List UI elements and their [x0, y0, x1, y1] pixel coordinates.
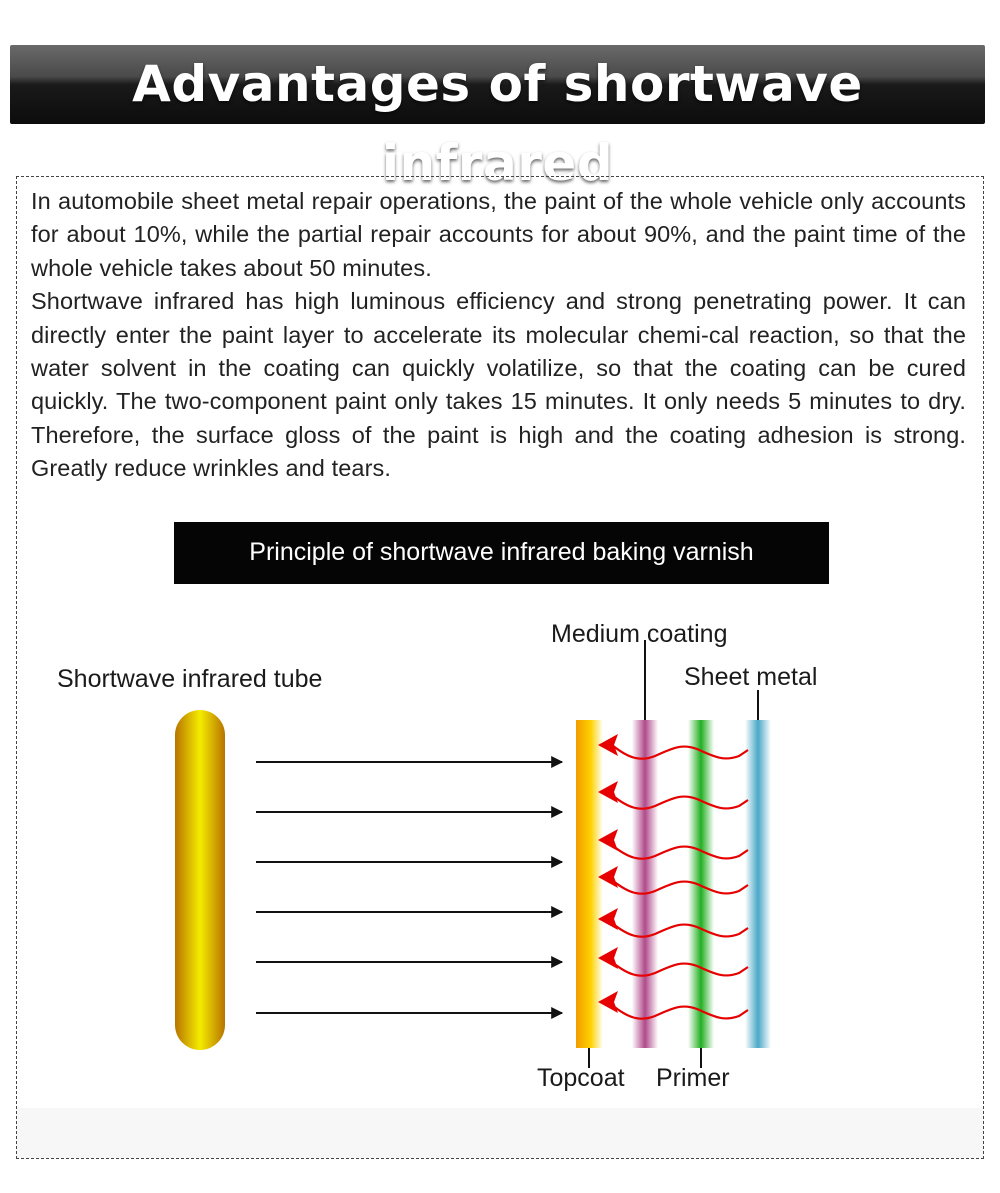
sheet-metal-layer [745, 720, 771, 1048]
infrared-tube [175, 710, 225, 1050]
page-title: Advantages of shortwave infrared [132, 55, 863, 192]
primer-label: Primer [656, 1064, 730, 1092]
diagram-title: Principle of shortwave infrared baking varnish [249, 538, 754, 566]
infrared-rays [256, 762, 562, 1013]
primer-layer [688, 720, 714, 1048]
medium-coating-label: Medium coating [551, 620, 728, 648]
sheet-metal-label: Sheet metal [684, 663, 818, 691]
topcoat-layer [576, 720, 603, 1048]
topcoat-label: Topcoat [537, 1064, 625, 1092]
medium-coating-layer [632, 720, 658, 1048]
tube-label: Shortwave infrared tube [57, 665, 323, 693]
intro-paragraph-1: In automobile sheet metal repair operations, the paint of the whole vehicle only accounts for about 10%, while the partial repair accounts for about 90%, and the paint time of the whole vehicle takes about 50 minutes. [31, 188, 966, 281]
intro-paragraph-2: Shortwave infrared has high luminous efficiency and strong penetrating power. It can directly enter the paint layer to accelerate its molecular chemi-cal reaction, so that the water solvent in the coating can quickly volatilize, so that the coating can be cured quickly. The two-component paint only takes 15 minutes. It only needs 5 minutes to dry. Therefore, the surface gloss of the paint is high and the coating adhesion is strong. Greatly reduce wrinkles and tears. [31, 288, 966, 482]
